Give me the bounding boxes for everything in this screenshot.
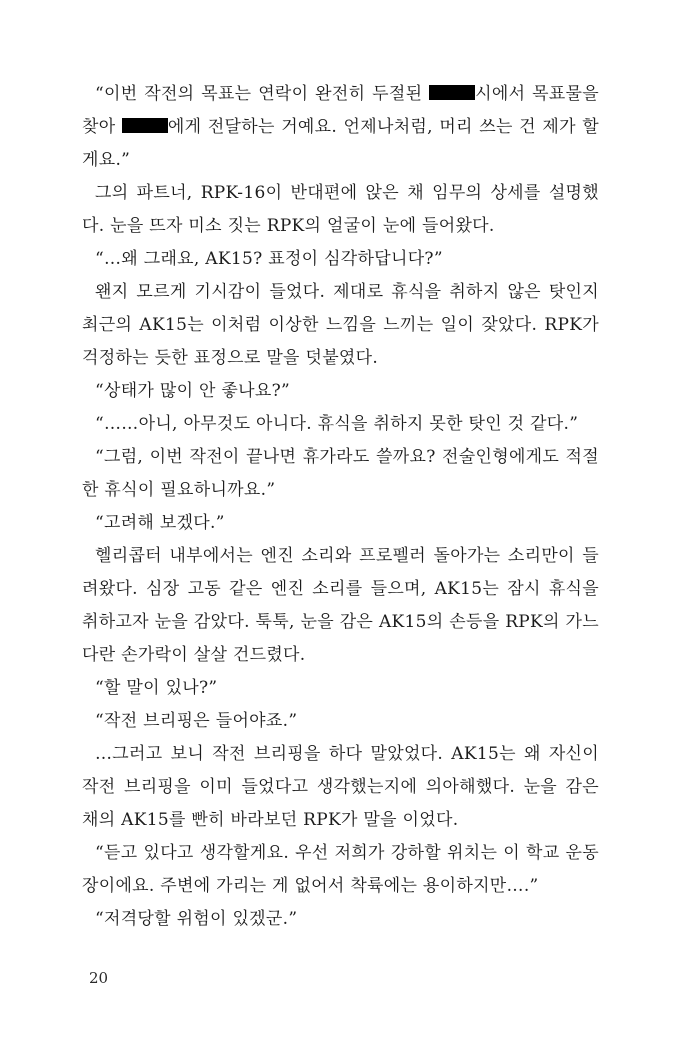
paragraph <box>82 441 599 507</box>
paragraph <box>82 276 599 375</box>
text-run: “저격당할 위험이 있겠군.” <box>95 909 298 929</box>
paragraph <box>82 738 599 837</box>
redaction-bar <box>122 118 168 133</box>
text-run: “듣고 있다고 생각할게요. 우선 저희가 강하할 위치는 이 학교 운동장이에요. 주변에 가리는 게 없어서 착륙에는 용이하지만….” <box>82 843 599 896</box>
page-number: 20 <box>89 969 109 987</box>
paragraph <box>82 672 599 705</box>
paragraph <box>82 78 599 177</box>
text-run: “작전 브리핑은 들어야죠.” <box>95 711 298 731</box>
text-run: “할 말이 있나?” <box>95 678 218 698</box>
paragraph <box>82 243 599 276</box>
text-run: “그럼, 이번 작전이 끝나면 휴가라도 쓸까요? 전술인형에게도 적절한 휴식이 필요하니까요.” <box>82 447 599 500</box>
paragraph <box>82 507 599 540</box>
paragraph <box>82 903 599 936</box>
text-run: 헬리콥터 내부에서는 엔진 소리와 프로펠러 돌아가는 소리만이 들려왔다. 심장 고동 같은 엔진 소리를 들으며, AK15는 잠시 휴식을 취하고자 눈을 감았다. 툭툭, 눈을 감은 AK15의 손등을 RPK의 가느다란 손가락이 살살 건드렸다. <box>82 546 599 665</box>
paragraph <box>82 375 599 408</box>
text-run: 시에서 목표물을 찾아 <box>82 84 599 137</box>
text-run: 에게 전달하는 거예요. 언제나처럼, 머리 쓰는 건 제가 할게요.” <box>82 117 599 170</box>
text-run: “고려해 보겠다.” <box>95 513 225 533</box>
page-content <box>82 78 599 936</box>
text-run: …그러고 보니 작전 브리핑을 하다 말았었다. AK15는 왜 자신이 작전 브리핑을 이미 들었다고 생각했는지에 의아해했다. 눈을 감은 채의 AK15를 빤히 바라보던 RPK가 말을 이었다. <box>82 744 599 830</box>
paragraph <box>82 177 599 243</box>
text-run: “이번 작전의 목표는 연락이 완전히 두절된 <box>95 84 430 104</box>
text-run: “상태가 많이 안 좋나요?” <box>95 381 291 401</box>
paragraph <box>82 837 599 903</box>
text-run: 왠지 모르게 기시감이 들었다. 제대로 휴식을 취하지 않은 탓인지 최근의 AK15는 이처럼 이상한 느낌을 느끼는 일이 잦았다. RPK가 걱정하는 듯한 표정으로 말을 덧붙였다. <box>82 282 599 368</box>
text-run: 그의 파트너, RPK-16이 반대편에 앉은 채 임무의 상세를 설명했다. 눈을 뜨자 미소 짓는 RPK의 얼굴이 눈에 들어왔다. <box>82 183 599 236</box>
text-run: “…왜 그래요, AK15? 표정이 심각하답니다?” <box>95 249 443 269</box>
paragraph <box>82 540 599 672</box>
paragraph <box>82 705 599 738</box>
redaction-bar <box>429 85 475 100</box>
paragraph <box>82 408 599 441</box>
text-run: “……아니, 아무것도 아니다. 휴식을 취하지 못한 탓인 것 같다.” <box>95 414 579 434</box>
